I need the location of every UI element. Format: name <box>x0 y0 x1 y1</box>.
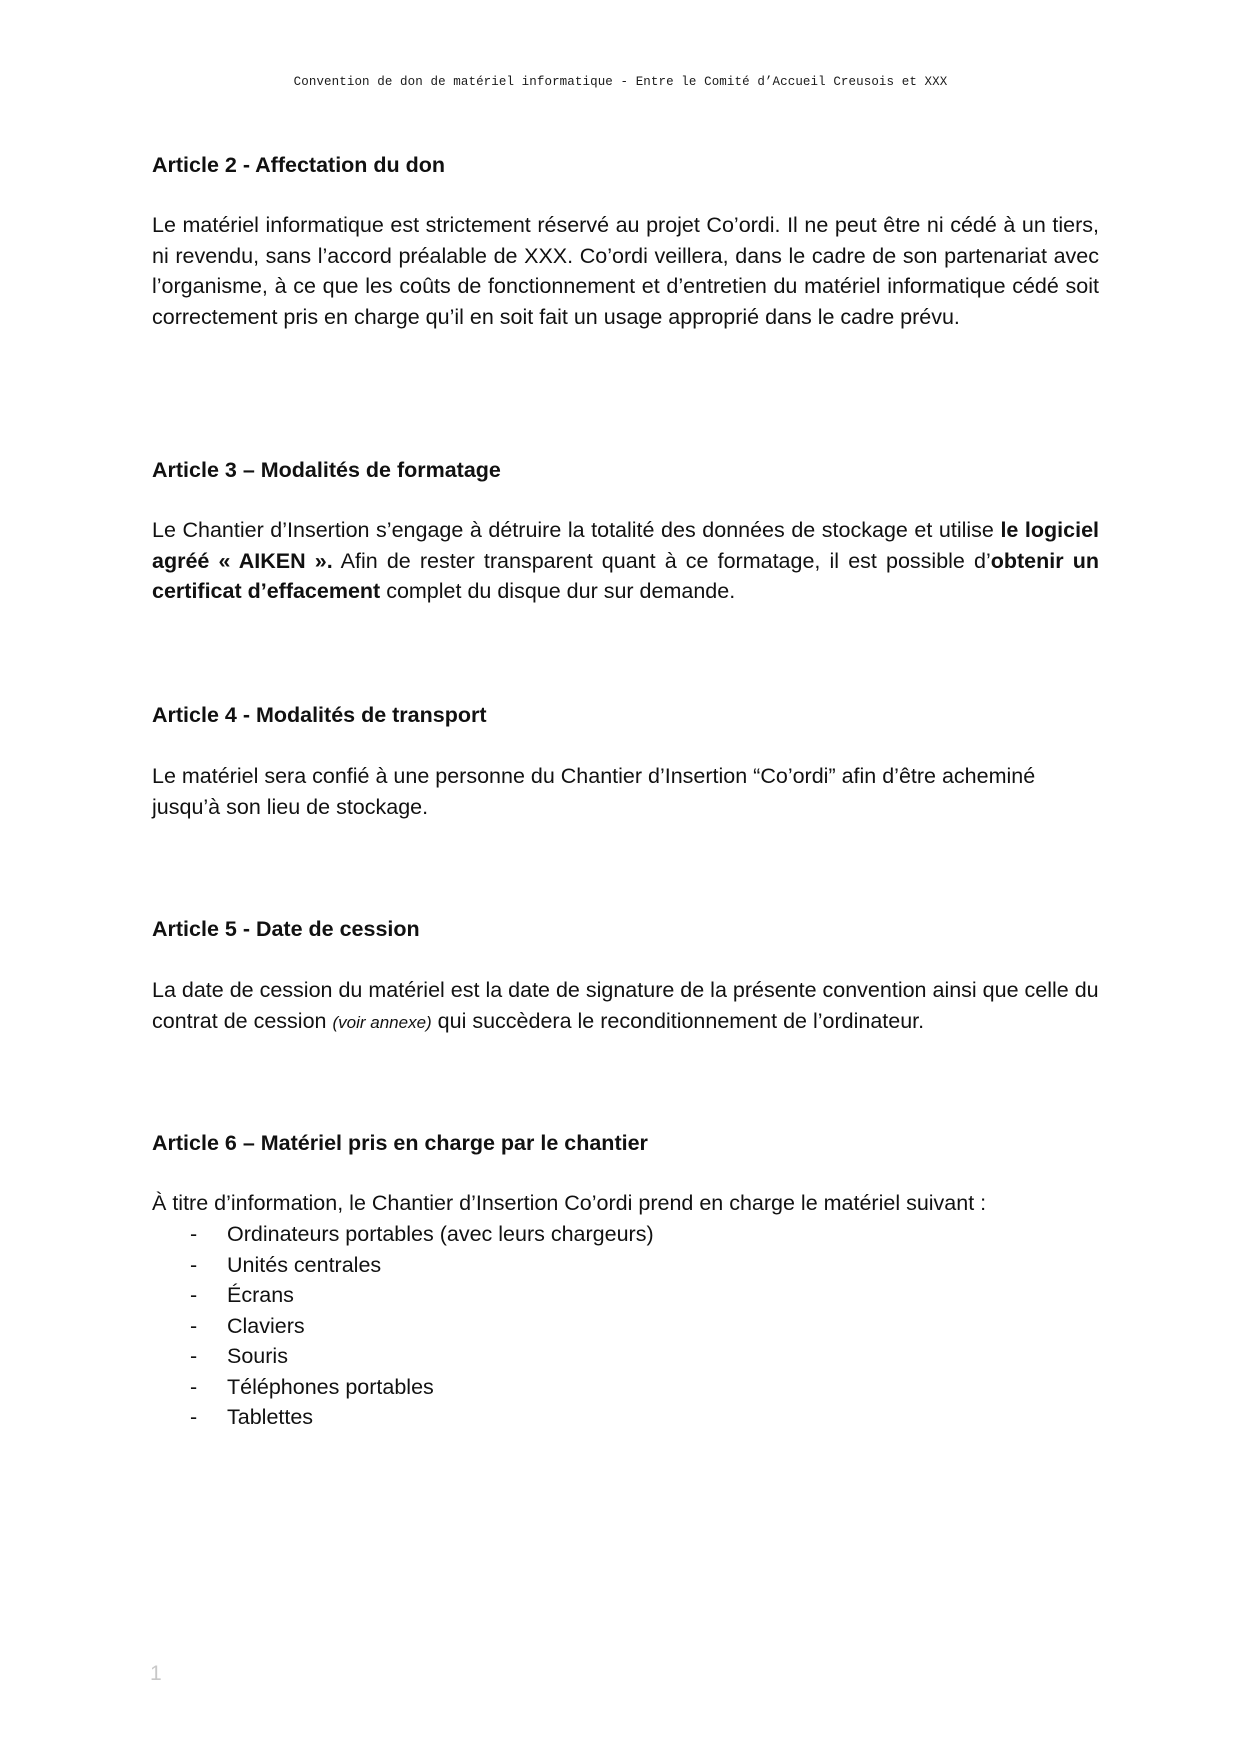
article-5-title: Article 5 - Date de cession <box>152 917 420 941</box>
article-3-text-1: Le Chantier d’Insertion s’engage à détruire la totalité des données de stockage et utilise <box>152 518 1001 542</box>
list-item-label: Écrans <box>227 1283 294 1307</box>
article-6-title: Article 6 – Matériel pris en charge par le chantier <box>152 1131 648 1155</box>
aiken-software-emphasis: le logiciel agréé « AIKEN ». <box>152 518 1100 573</box>
bullet-dash: - <box>190 1374 198 1399</box>
bullet-dash: - <box>190 1313 198 1338</box>
list-item <box>152 1372 1099 1403</box>
article-3-text-3: complet du disque dur sur demande. <box>380 579 736 603</box>
list-item <box>152 1219 1099 1250</box>
list-item <box>152 1250 1099 1281</box>
annex-reference: (voir annexe) <box>332 1012 432 1032</box>
list-item <box>152 1280 1099 1311</box>
bullet-dash: - <box>190 1344 198 1368</box>
article-6-intro: À titre d’information, le Chantier d’Insertion Co’ordi prend en charge le matériel suivant : <box>152 1191 987 1215</box>
list-item-label: Ordinateurs portables (avec leurs chargeurs) <box>227 1222 654 1246</box>
article-4-title: Article 4 - Modalités de transport <box>152 703 487 727</box>
page-number: 1 <box>150 1662 162 1685</box>
article-5-body <box>152 975 1099 1038</box>
article-3-body <box>152 515 1099 607</box>
article-2-title: Article 2 - Affectation du don <box>152 153 446 177</box>
erasure-certificate-emphasis: obtenir un certificat d’effacement <box>152 548 1099 603</box>
bullet-dash: - <box>190 1283 198 1307</box>
list-item-label: Tablettes <box>227 1405 314 1429</box>
list-item-label: Souris <box>227 1344 288 1368</box>
equipment-list <box>152 1219 1099 1433</box>
list-item <box>152 1311 1099 1342</box>
article-5-text-1: La date de cession du matériel est la date de signature de la présente convention ainsi que celle du contrat de cession <box>152 978 1099 1033</box>
bullet-dash: - <box>190 1405 198 1429</box>
running-header: Convention de don de matériel informatique - Entre le Comité d’Accueil Creusois et XXX <box>293 75 948 89</box>
list-item-label: Unités centrales <box>227 1252 382 1277</box>
article-4-body: Le matériel sera confié à une personne du Chantier d’Insertion “Co’ordi” afin d’être acheminé jusqu’à son lieu de stockage. <box>152 764 1036 819</box>
list-item-label: Téléphones portables <box>227 1374 434 1399</box>
article-5-text-2: qui succèdera le reconditionnement de l’ordinateur. <box>431 1008 925 1033</box>
article-3-title: Article 3 – Modalités de formatage <box>152 458 501 482</box>
list-item <box>152 1402 1099 1433</box>
bullet-dash: - <box>190 1252 198 1277</box>
list-item <box>152 1341 1099 1372</box>
article-2-body: Le matériel informatique est strictement réservé au projet Co’ordi. Il ne peut être ni cédé à un tiers, ni revendu, sans l’accord préalable de XXX. Co’ordi veillera, dans le cadre de son partenariat avec l’organisme, à ce que les coûts de fonctionnement et d’entretien du matériel informatique cédé soit correctement pris en charge qu’il en soit fait un usage approprié dans le cadre prévu. <box>152 213 1099 329</box>
article-3-text-2: Afin de rester transparent quant à ce formatage, il est possible d’ <box>332 548 991 573</box>
bullet-dash: - <box>190 1222 198 1246</box>
list-item-label: Claviers <box>227 1313 305 1338</box>
